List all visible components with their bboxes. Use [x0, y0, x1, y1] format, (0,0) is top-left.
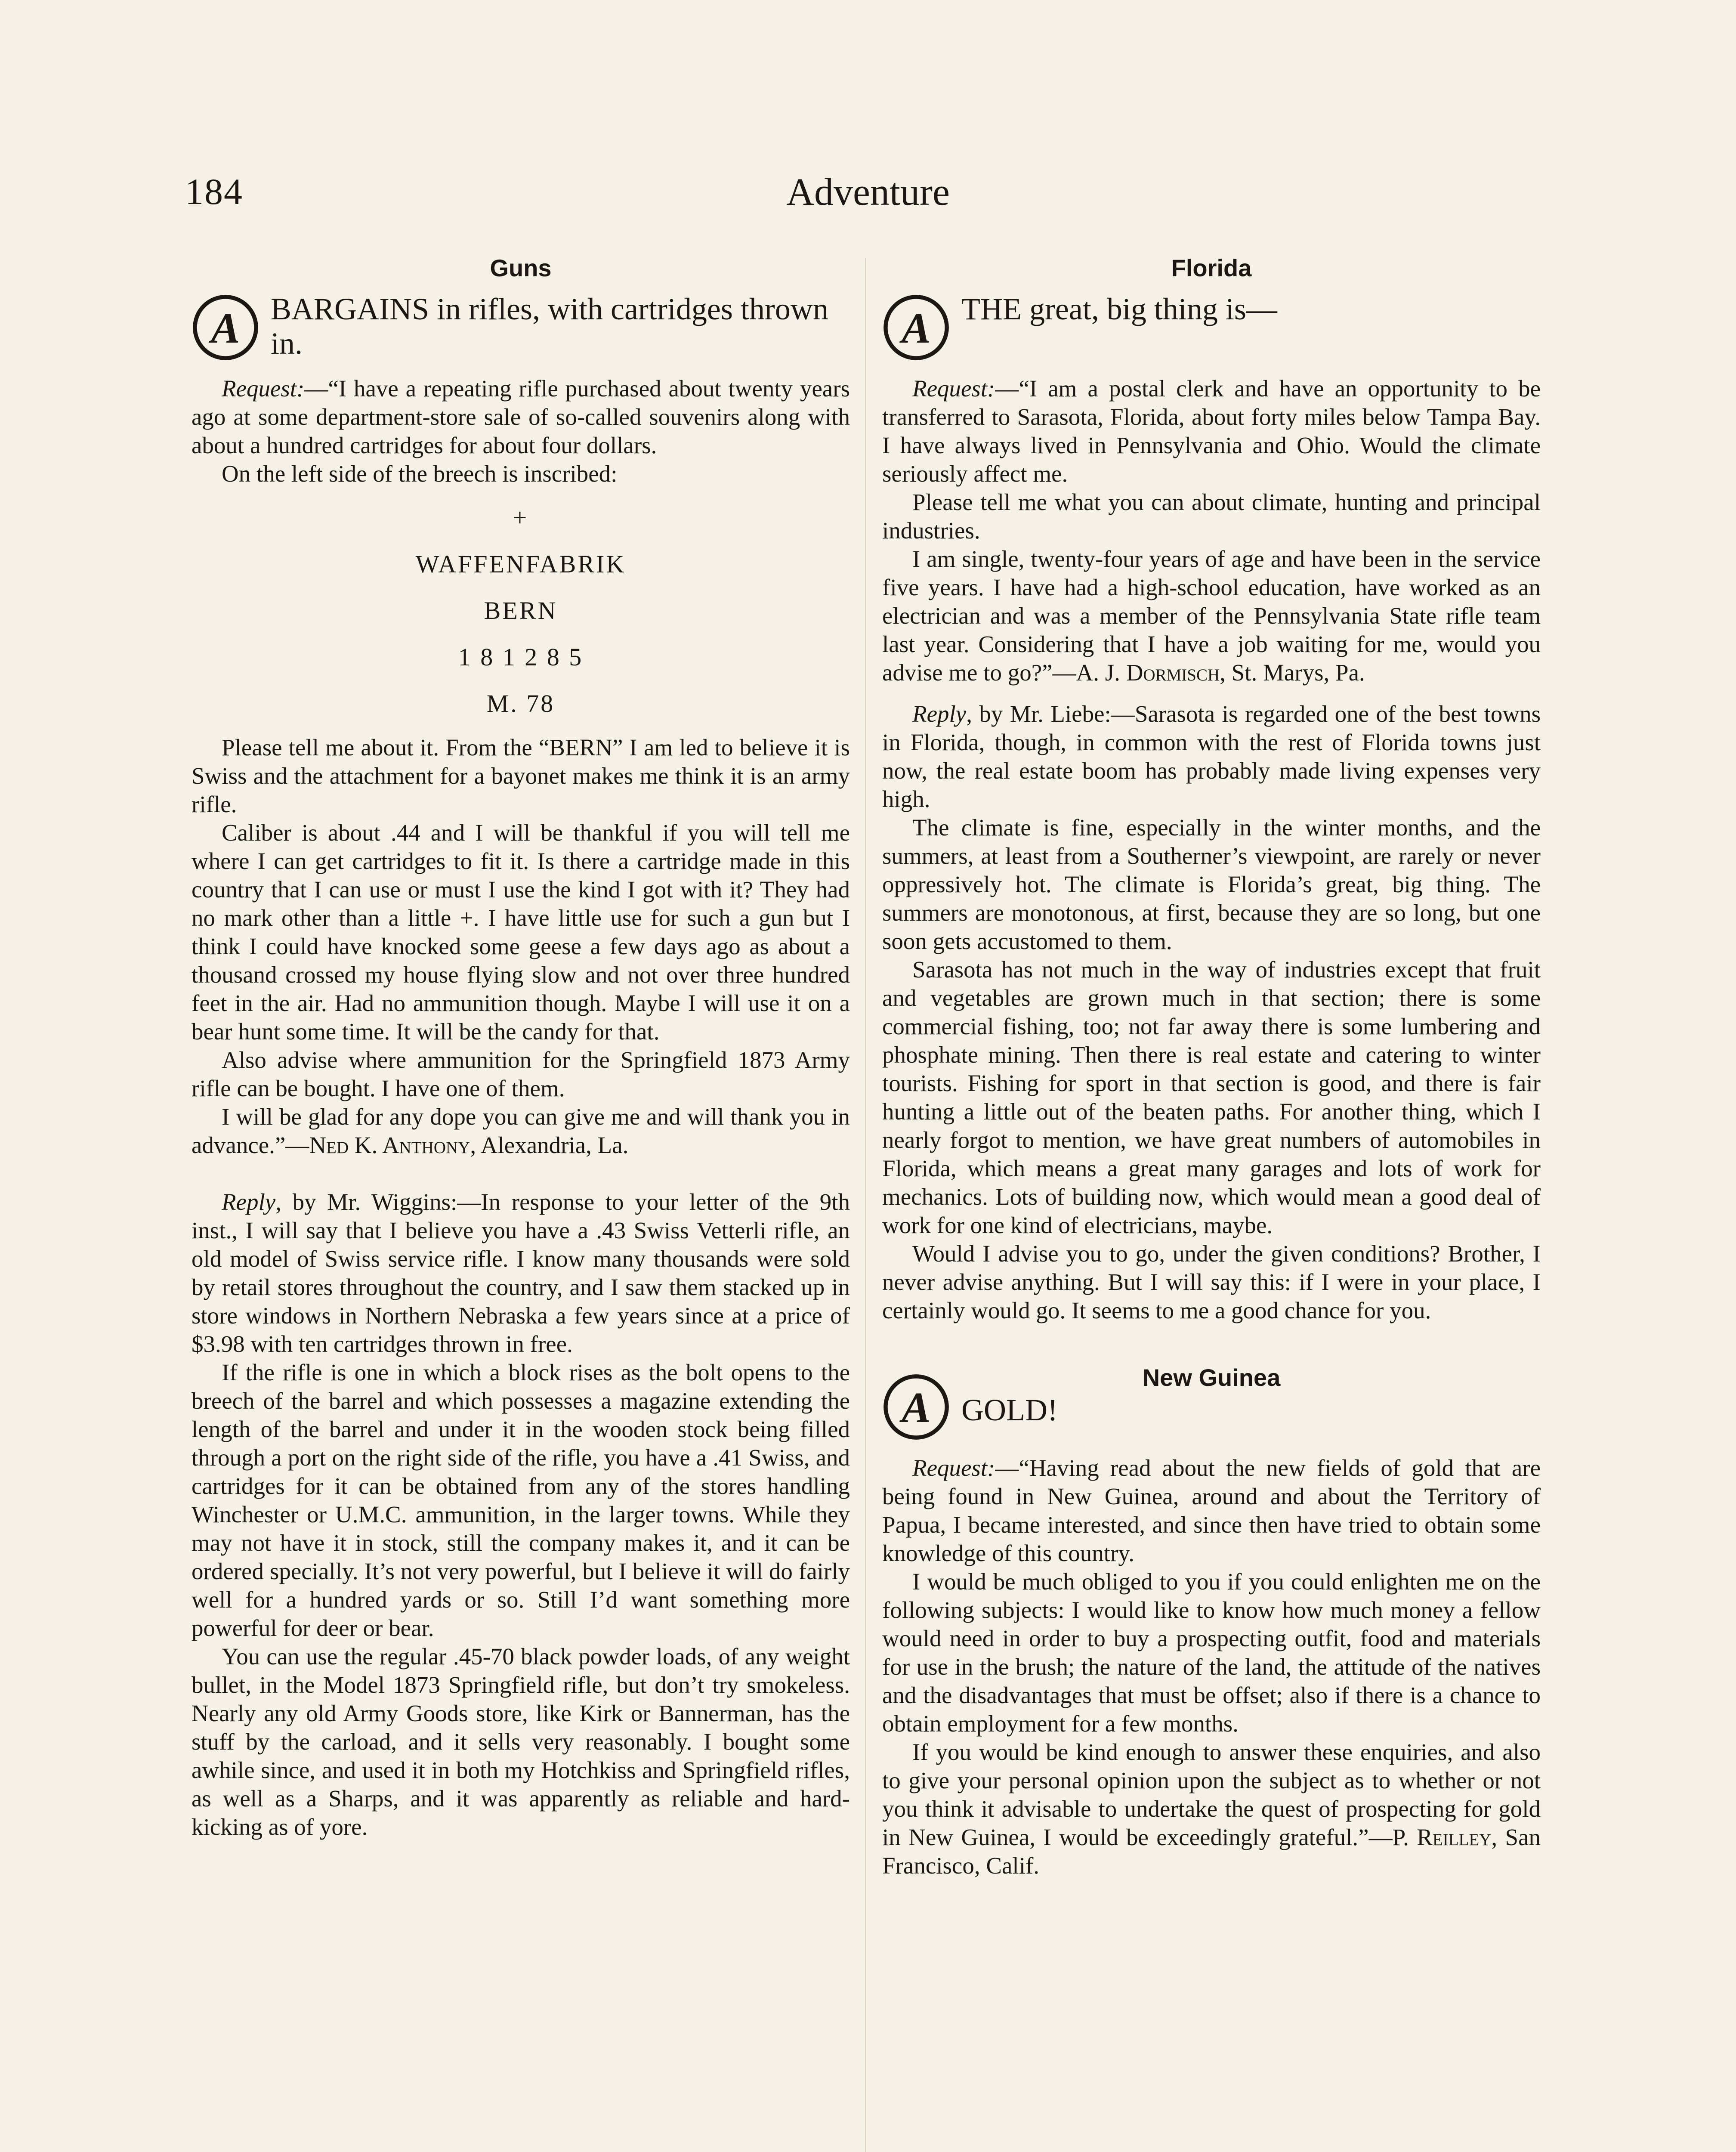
request-paragraph [882, 1454, 1541, 1568]
body-paragraph: Caliber is about .44 and I will be thankful if you will tell me where I can get cartridges to fit it. Is there a cartridge made in this country that I can use or must I use the kind I got with it? They had no mark other than a little +. I have little use for such a gun but I think I could have knocked some geese a few days ago as about a thousand crossed my house flying slow and not over three hundred feet in the air. Had no ammunition though. Maybe I will use it on a bear hunt some time. It will be the candy for that. [192, 819, 850, 1045]
request-text: —“Having read about the new fields of gold that are being found in New Guinea, around and about the Territory of Papua, I became interested, and since then have tried to obtain some knowledge of this country. [882, 1455, 1541, 1566]
section-title-florida: Florida [1171, 254, 1252, 281]
reply-body-paragraph: The climate is fine, especially in the winter months, and the summers, at least from a Southerner’s viewpoint, are rarely or never oppressively hot. The climate is Florida’s great, big thing. The summers are monotonous, at first, because they are so long, but one soon gets accustomed to them. [882, 814, 1541, 954]
request-label: Request: [912, 375, 995, 402]
reply-label: Reply [222, 1189, 276, 1215]
breech-inscription [192, 504, 850, 718]
signature-name: Ned K. Anthony [309, 1132, 470, 1158]
headline: THE great, big thing is— [961, 292, 1277, 326]
body-paragraph: Please tell me what you can about climate, hunting and principal industries. [882, 489, 1541, 544]
ask-adventure-logo-icon [192, 294, 259, 362]
reply-paragraph [882, 700, 1541, 813]
request-text: —“I have a repeating rifle purchased about twenty years ago at some department-store sale of so-called souvenirs along with about a hundred cartridges for about four dollars. [192, 375, 850, 458]
signature-place: , St. Marys, Pa. [1220, 659, 1365, 686]
reply-intro: , by Mr. Liebe:—Sarasota is regarded one of the best towns in Florida, though, in common with the rest of Florida towns just now, the real estate boom has probably made living expenses very high. [882, 701, 1541, 812]
headline: BARGAINS in rifles, with cartridges thrown in. [271, 292, 828, 361]
request-paragraph [192, 374, 850, 460]
ask-headline-block [192, 292, 850, 362]
closing-paragraph [882, 1738, 1541, 1880]
inscription-line: 1 8 1 2 8 5 [458, 643, 584, 671]
signature-name: Reilley [1417, 1824, 1492, 1850]
closing-text: I am single, twenty-four years of age and have been in the service five years. I have had a high-school education, have worked as an electrician and was a member of the Pennsylvania State rifle team last year. Considering that I have a job waiting for me, would you advise me to go?”—A. J. [882, 546, 1541, 686]
reply-body-paragraph: You can use the regular .45-70 black powder loads, of any weight bullet, in the Model 1873 Springfield rifle, but don’t try smokeless. Nearly any old Army Goods store, like Kirk or Bannerman, has the stuff by the carload, and it sells very reasonably. I bought some awhile since, and used it in both my Hotchkiss and Springfield rifles, as well as a Sharps, and it was apparently as reliable and hard-kicking as of yore. [192, 1643, 850, 1840]
breech-intro: On the left side of the breech is inscribed: [222, 461, 618, 487]
column-divider [865, 258, 866, 2152]
reply-body-paragraph: Would I advise you to go, under the given conditions? Brother, I never advise anything. But I will say this: if I were in your place, I certainly would go. It seems to me a good chance for you. [882, 1240, 1541, 1323]
signature-place: , Alexandria, La. [470, 1132, 629, 1158]
request-paragraph [882, 374, 1541, 488]
magazine-title: Adventure [786, 171, 950, 213]
inscription-line: BERN [484, 597, 558, 625]
signature-place: , San Francisco, Calif. [882, 1824, 1541, 1879]
body-paragraph: I would be much obliged to you if you could enlighten me on the following subjects: I would like to know how much money a fellow would need in order to buy a prospecting outfit, food and materials for use in the brush; the nature of the land, the attitude of the natives and the disadvantages that must be offset; also if there is a chance to obtain employment for a few months. [882, 1568, 1541, 1737]
section-title-new-guinea: New Guinea [1142, 1364, 1281, 1391]
closing-text: I will be glad for any dope you can give me and will thank you in advance.”— [192, 1104, 850, 1158]
ask-logo-monogram: A [902, 1383, 931, 1432]
request-label: Request: [222, 375, 305, 402]
closing-paragraph [882, 545, 1541, 687]
inscription-line: M. 78 [486, 690, 555, 717]
left-column [192, 254, 850, 1841]
closing-paragraph [192, 1103, 850, 1159]
reply-body-paragraph: If the rifle is one in which a block rises as the bolt opens to the breech of the barrel and which possesses a magazine extending the length of the barrel and under it in the wooden stock being filled through a port on the right side of the rifle, you have a .41 Swiss, and cartridges for it can be obtained from any of the stores handling Winchester or U.M.C. ammunition, in the larger towns. While they may not have it in stock, still the company makes it, and it can be ordered specially. It’s not very powerful, but I believe it will do fairly well for a hundred yards or so. Still I’d want something more powerful for deer or bear. [192, 1359, 850, 1641]
headline: GOLD! [961, 1393, 1058, 1427]
inscription-line: + [513, 504, 529, 532]
reply-body-paragraph: Sarasota has not much in the way of industries except that fruit and vegetables are grown much in that section; there is some commercial fishing, too; not far away there is some lumbering and phosphate mining. Then there is real estate and catering to winter tourists. Fishing for sport in that section is good, and there is fair hunting a little out of the beaten paths. For another thing, which I nearly forgot to mention, we have great numbers of automobiles in Florida, which means a great many garages and lots of work for mechanics. Lots of building now, which would mean a good deal of work for one kind of electricians, maybe. [882, 956, 1541, 1238]
right-column [882, 254, 1541, 1880]
body-paragraph: Please tell me about it. From the “BERN” I am led to believe it is Swiss and the attachment for a bayonet makes me think it is an army rifle. [192, 734, 850, 817]
request-text: —“I am a postal clerk and have an opportunity to be transferred to Sarasota, Florida, about forty miles below Tampa Bay. I have always lived in Pennsylvania and Ohio. Would the climate seriously affect me. [882, 375, 1541, 487]
ask-logo-monogram: A [211, 303, 240, 352]
ask-logo-monogram: A [902, 303, 931, 352]
ask-adventure-logo-icon [882, 294, 950, 362]
body-paragraph: Also advise where ammunition for the Springfield 1873 Army rifle can be bought. I have one of them. [192, 1047, 850, 1101]
inscription-line: WAFFENFABRIK [415, 550, 626, 578]
reply-intro: , by Mr. Wiggins:—In response to your letter of the 9th inst., I will say that I believe you have a .43 Swiss Vetterli rifle, an old model of Swiss service rifle. I know many thousands were sold by retail stores throughout the country, and I saw them stacked up in store windows in Northern Nebraska a few years since at a price of $3.98 with ten cartridges thrown in free. [192, 1189, 850, 1357]
request-label: Request: [912, 1455, 995, 1481]
page-header [185, 170, 1551, 217]
closing-text: If you would be kind enough to answer these enquiries, and also to give your personal opinion upon the subject as to whether or not you think it advisable to undertake the quest of prospecting for gold in New Guinea, I would be exceedingly grateful.”—P. [882, 1739, 1541, 1850]
page-number: 184 [185, 171, 243, 212]
section-title-guns: Guns [490, 254, 552, 281]
reply-label: Reply [912, 701, 967, 727]
reply-paragraph [192, 1188, 850, 1358]
ask-headline-block [882, 292, 1541, 362]
ask-adventure-logo-icon [882, 1373, 950, 1441]
signature-name: Dormisch [1126, 659, 1220, 686]
